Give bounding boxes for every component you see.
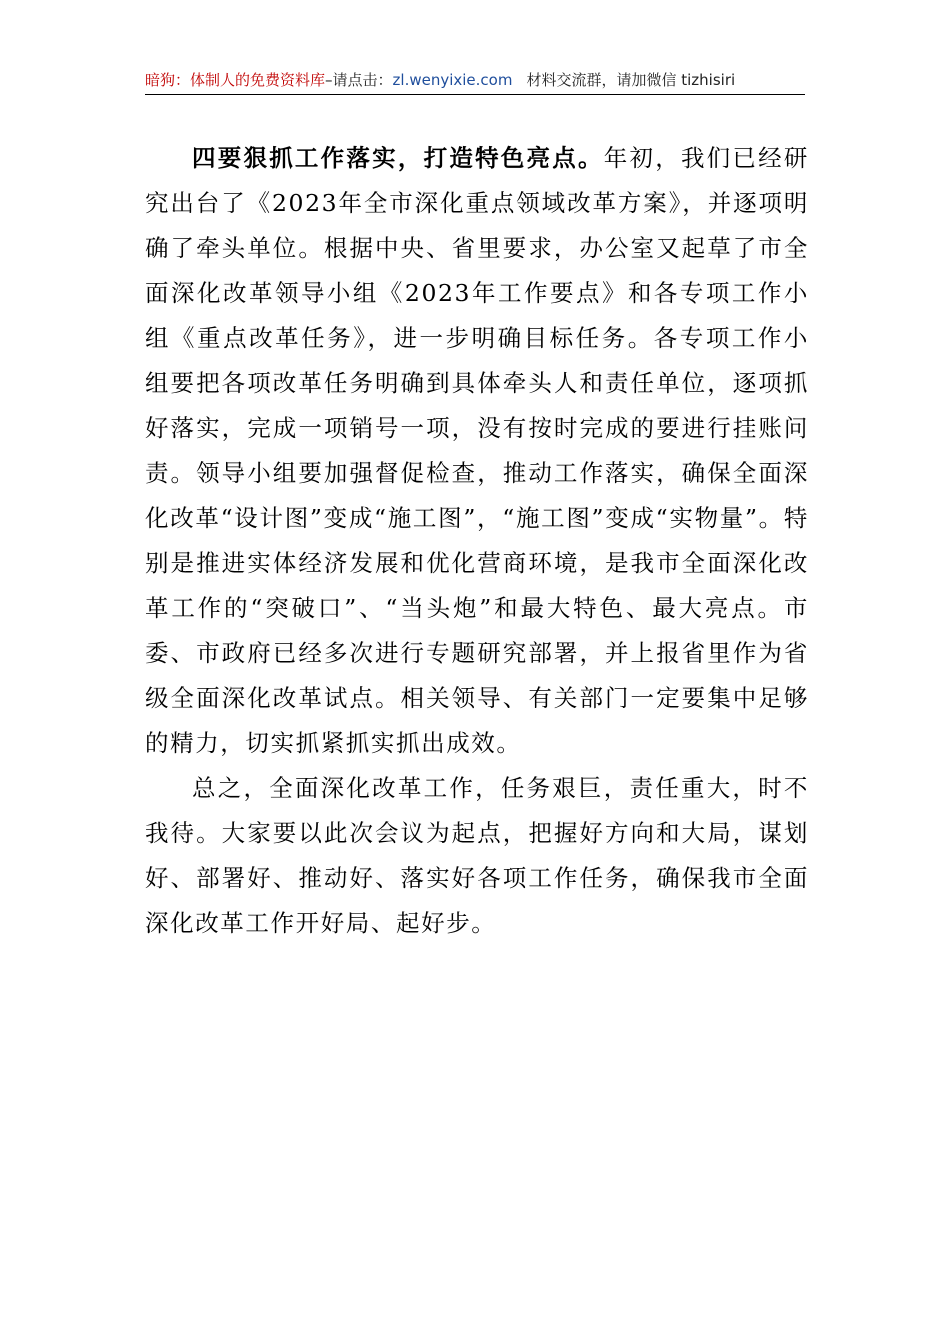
paragraph-1-heading: 四要狠抓工作落实，打造特色亮点。: [192, 144, 604, 172]
paragraph-2: [145, 766, 809, 946]
paragraph-1-text: 年初，我们已经研究出台了《2023年全市深化重点领域改革方案》，并逐项明确了牵头单位。根据中央、省里要求，办公室又起草了市全面深化改革领导小组《2023年工作要点》和各专项工作小组《重点改革任务》，进一步明确目标任务。各专项工作小组要把各项改革任务明确到具体牵头人和责任单位，逐项抓好落实，完成一项销号一项，没有按时完成的要进行挂账问责。领导小组要加强督促检查，推动工作落实，确保全面深化改革“设计图”变成“施工图”，“施工图”变成“实物量”。特别是推进实体经济发展和优化营商环境，是我市全面深化改革工作的“突破口”、“当头炮”和最大特色、最大亮点。市委、市政府已经多次进行专题研究部署，并上报省里作为省级全面深化改革试点。相关领导、有关部门一定要集中足够的精力，切实抓紧抓实抓出成效。: [145, 144, 809, 757]
header-brand: 暗狗：体制人的免费资料库: [145, 71, 326, 89]
document-body: [145, 136, 809, 946]
page-header: [145, 66, 805, 94]
paragraph-2-text: 总之，全面深化改革工作，任务艰巨，责任重大，时不我待。大家要以此次会议为起点，把握好方向和大局，谋划好、部署好、推动好、落实好各项工作任务，确保我市全面深化改革工作开好局、起好步。: [145, 774, 809, 937]
header-prompt: –请点击：: [325, 71, 393, 89]
header-wechat-note: 材料交流群，请加微信 tizhisiri: [526, 71, 736, 89]
header-link[interactable]: zl.wenyixie.com: [392, 71, 513, 89]
header-divider: [145, 94, 805, 95]
paragraph-1: [145, 136, 809, 766]
